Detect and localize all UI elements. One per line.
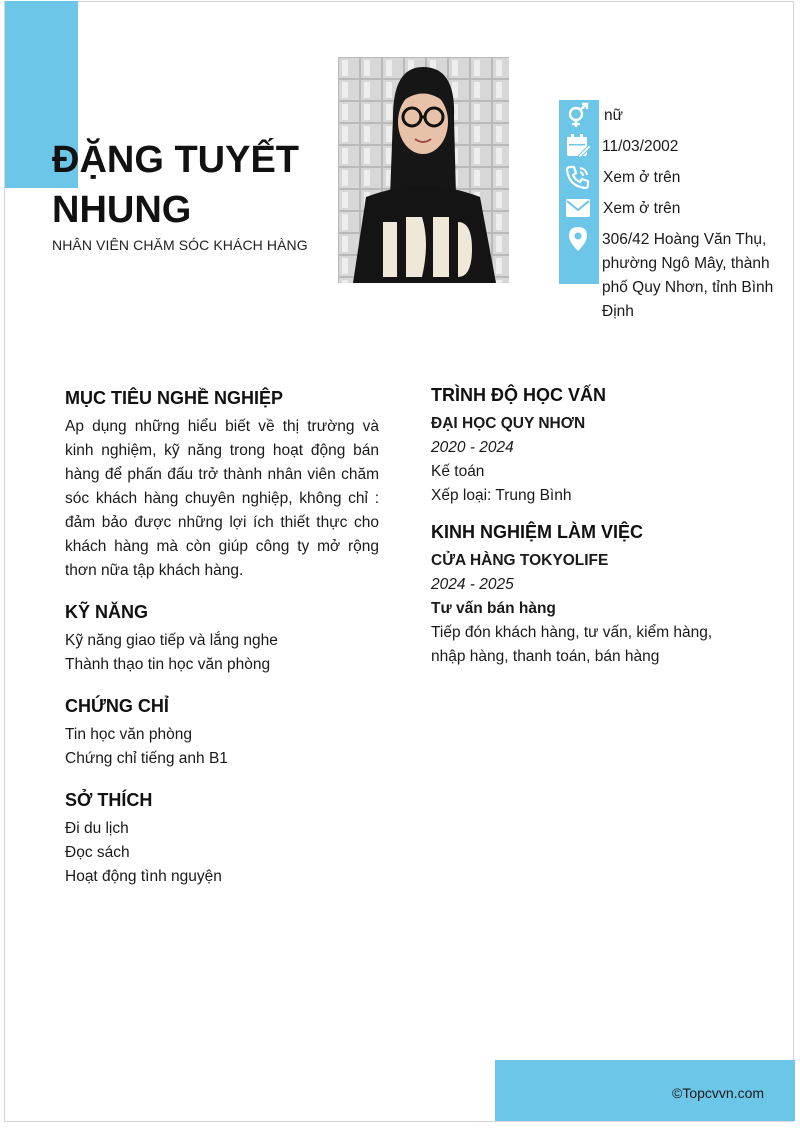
certificates-heading: CHỨNG CHỈ (65, 696, 169, 716)
experience-company: CỬA HÀNG TOKYOLIFE (431, 552, 609, 569)
education-grade: Xếp loại: Trung Bình (431, 487, 572, 504)
location-icon (565, 226, 591, 252)
education-period: 2020 - 2024 (431, 439, 514, 456)
education-major: Kế toán (431, 463, 485, 480)
objective-text: Ap dụng những hiểu biết về thị trường và kinh nghiệm, kỹ năng trong hoạt động bán hàng để phấn đấu trở thành nhân viên chăm sóc khách hàng chuyên nghiệp, không chỉ : đảm bảo được những lợi ích thiết thực cho khách hàng mà còn giúp công ty mở rộng thơn nữa tập khách hàng. (65, 418, 379, 579)
gender-icon (565, 102, 591, 128)
skill-item: Kỹ năng giao tiếp và lắng nghe (65, 632, 278, 649)
hobby-item: Đi du lịch (65, 820, 129, 837)
profile-photo (338, 57, 509, 283)
certificate-item: Chứng chỉ tiếng anh B1 (65, 750, 228, 767)
experience-position: Tư vấn bán hàng (431, 600, 556, 617)
candidate-name: ĐẶNG TUYẾT NHUNG (52, 139, 299, 231)
copyright-text: ©Topcvvn.com (672, 1085, 765, 1101)
experience-heading: KINH NGHIỆM LÀM VIỆC (431, 522, 644, 542)
education-school: ĐẠI HỌC QUY NHƠN (431, 415, 586, 432)
hobby-item: Đọc sách (65, 844, 130, 861)
skills-heading: KỸ NĂNG (65, 602, 149, 622)
email-icon (565, 195, 591, 221)
education-heading: TRÌNH ĐỘ HỌC VẤN (431, 385, 606, 405)
birthday-value: 11/03/2002 (602, 138, 679, 155)
phone-icon (565, 164, 591, 190)
experience-description: Tiếp đón khách hàng, tư vấn, kiểm hàng, nhập hàng, thanh toán, bán hàng (431, 624, 713, 665)
certificate-item: Tin học văn phòng (65, 726, 192, 743)
skill-item: Thành thạo tin học văn phòng (65, 656, 271, 673)
calendar-icon (565, 133, 591, 159)
objective-heading: MỤC TIÊU NGHỀ NGHIỆP (65, 388, 284, 408)
hobbies-heading: SỞ THÍCH (65, 790, 153, 810)
hobby-item: Hoạt động tình nguyện (65, 868, 222, 885)
phone-value: Xem ở trên (603, 169, 681, 186)
gender-value: nữ (604, 107, 623, 124)
email-value: Xem ở trên (603, 200, 681, 217)
experience-period: 2024 - 2025 (431, 576, 514, 593)
address-value: 306/42 Hoàng Văn Thụ, phường Ngô Mây, thành phố Quy Nhơn, tỉnh Bình Định (602, 231, 774, 320)
job-title: NHÂN VIÊN CHĂM SÓC KHÁCH HÀNG (52, 237, 308, 253)
